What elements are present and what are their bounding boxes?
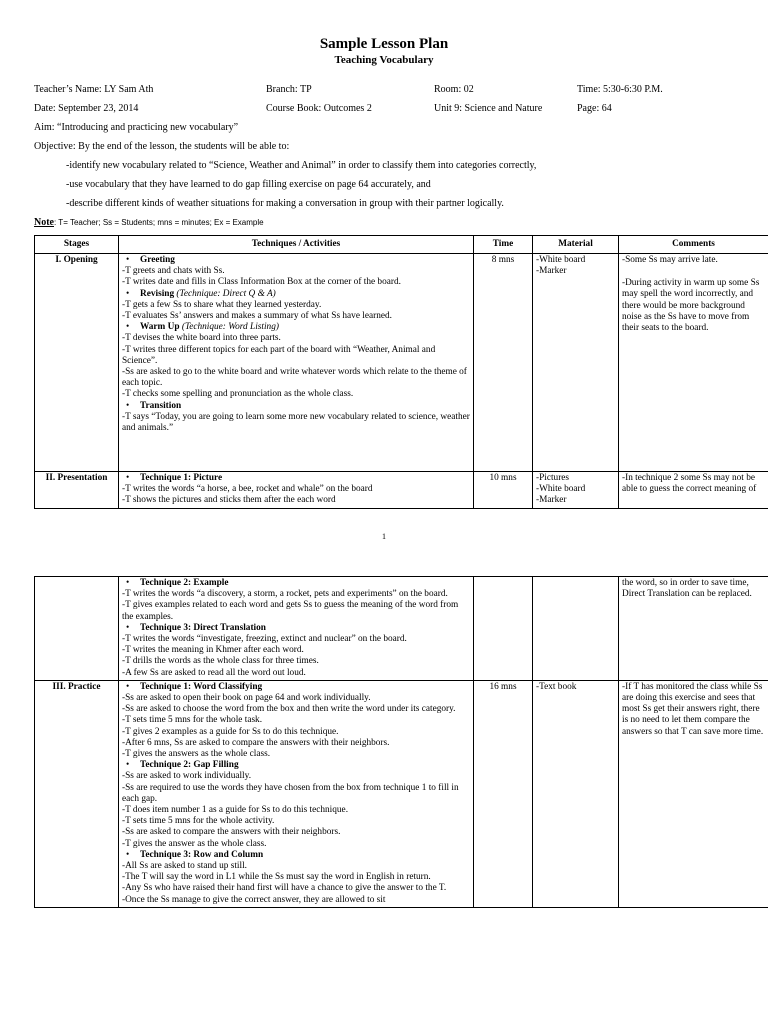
activity-line: -T devises the white board into three parts. [122, 333, 281, 344]
stage-opening: I. Opening [35, 254, 119, 472]
teacher-name: Teacher’s Name: LY Sam Ath [34, 84, 154, 95]
activity-line: -Ss are asked to choose the word from the box and then write the word under its category. [122, 704, 456, 715]
activity-heading: • Revising (Technique: Direct Q & A) [126, 288, 276, 299]
activity-line: -T gives examples related to each word and gets Ss to guess the meaning of the word from the examples. [122, 600, 459, 622]
activity-line: -Ss are required to use the words they have chosen from the box from technique 1 to fill in each gap. [122, 782, 459, 804]
activity-line: -After 6 mns, Ss are asked to compare the answers with their neighbors. [122, 737, 390, 748]
material-item: -Marker [536, 266, 567, 277]
objective-item: -use vocabulary that they have learned to do gap filling exercise on page 64 accurately, and [66, 179, 431, 190]
time-practice: 16 mns [474, 680, 533, 907]
activity-line: -T gives the answer as the whole class. [122, 838, 267, 849]
table-row-presentation-cont [35, 577, 768, 681]
room: Room: 02 [434, 84, 474, 95]
page-gap [0, 556, 768, 574]
header-stages: Stages [35, 236, 119, 254]
time-opening: 8 mns [474, 254, 533, 472]
activity-heading: • Transition [126, 400, 182, 411]
activity-heading: • Warm Up (Technique: Word Listing) [126, 322, 279, 333]
comments-practice: -If T has monitored the class while Ss are doing this exercise and sees that most Ss get their answers right, there is no need to let them compare the answers so that T can save more time. [619, 680, 768, 907]
unit: Unit 9: Science and Nature [434, 103, 543, 114]
activity-line: -T shows the pictures and sticks them after the each word [122, 495, 336, 506]
activity-heading: • Technique 2: Example [126, 578, 229, 588]
activity-line: -T gives 2 examples as a guide for Ss to do this technique. [122, 726, 339, 737]
activity-line: -Ss are asked to go to the white board and write whatever words which relate to the theme of each topic. [122, 367, 467, 389]
activities-opening [119, 254, 474, 472]
material-practice [533, 680, 619, 907]
activity-line: -T sets time 5 mns for the whole activity. [122, 816, 275, 827]
activity-line: -T greets and chats with Ss. [122, 266, 225, 277]
comments-presentation-cont: the word, so in order to save time, Direct Translation can be replaced. [619, 577, 768, 681]
activity-line: -All Ss are asked to stand up still. [122, 861, 247, 872]
objective-item: -identify new vocabulary related to “Science, Weather and Animal” in order to classify them into categories correctly, [66, 160, 537, 171]
material-opening [533, 254, 619, 472]
material-item: -Marker [536, 495, 567, 506]
document-page-2 [0, 574, 768, 1024]
table-row-practice [35, 680, 768, 907]
page-number: 1 [382, 532, 386, 541]
activity-heading: • Technique 2: Gap Filling [126, 760, 239, 771]
activity-line: -T writes the words “investigate, freezing, extinct and nuclear” on the board. [122, 634, 407, 645]
activity-line: -T writes the words “a discovery, a storm, a rocket, pets and experiments” on the board. [122, 589, 448, 600]
activity-line: -T gives the answers as the whole class. [122, 749, 271, 760]
activity-heading: • Greeting [126, 255, 175, 265]
material-item: -White board [536, 484, 586, 495]
material-item: -Text book [536, 681, 577, 692]
objective: Objective: By the end of the lesson, the students will be able to: [34, 141, 290, 152]
activity-heading: • Technique 1: Word Classifying [126, 681, 263, 692]
activity-line: -The T will say the word in L1 while the Ss must say the word in English in return. [122, 872, 431, 883]
header-material: Material [533, 236, 619, 254]
comments-opening [619, 254, 768, 472]
activity-line: -T gets a few Ss to share what they learned yesterday. [122, 299, 322, 310]
date: Date: September 23, 2014 [34, 103, 139, 114]
header-activities: Techniques / Activities [119, 236, 474, 254]
comment: -During activity in warm up some Ss may spell the word incorrectly, and there would be more background noise as the Ss have to move from their seats to the board. [622, 278, 760, 334]
activity-line: -T drills the words as the whole class for three times. [122, 656, 319, 667]
stage-empty [35, 577, 119, 681]
activities-presentation [119, 472, 474, 509]
stage-practice: III. Practice [35, 680, 119, 907]
activity-line: -T writes the words “a horse, a bee, rocket and whale” on the board [122, 484, 373, 495]
page-ref: Page: 64 [577, 103, 612, 114]
branch: Branch: TP [266, 84, 312, 95]
activity-line: -Once the Ss manage to give the correct answer, they are allowed to sit [122, 894, 386, 905]
activity-heading: • Technique 1: Picture [126, 473, 223, 483]
course-book: Course Book: Outcomes 2 [266, 103, 372, 114]
aim: Aim: “Introducing and practicing new vocabulary” [34, 122, 239, 133]
activity-line: -A few Ss are asked to read all the word out loud. [122, 667, 306, 678]
page-title: Sample Lesson Plan [319, 36, 449, 52]
activity-line: -Ss are asked to open their book on page 64 and work individually. [122, 693, 371, 704]
objective-item: -describe different kinds of weather situations for making a conversation in group with their partner logically. [66, 198, 504, 209]
activity-line: -T writes the meaning in Khmer after each word. [122, 645, 304, 656]
activity-heading: • Technique 3: Row and Column [126, 849, 264, 860]
header-comments: Comments [619, 236, 768, 254]
table-header-row [35, 236, 768, 254]
time-presentation: 10 mns [474, 472, 533, 509]
activity-line: -T says “Today, you are going to learn some more new vocabulary related to science, weather and animals.” [122, 411, 470, 434]
material-item: -Pictures [536, 473, 570, 483]
lesson-plan-table-continued [34, 576, 768, 908]
activity-line: -T writes three different topics for each part of the board with “Weather, Animal and Science”. [122, 344, 436, 366]
activity-line: -Ss are asked to work individually. [122, 771, 252, 782]
material-item: -White board [536, 255, 586, 265]
note-text: : T= Teacher; Ss = Students; mns = minutes; Ex = Example [54, 218, 264, 227]
comment: -Some Ss may arrive late. [622, 255, 718, 265]
activity-line: -T does item number 1 as a guide for Ss to do this technique. [122, 805, 349, 816]
activity-line: -Any Ss who have raised their hand first will have a chance to give the answer to the T. [122, 883, 447, 894]
activity-heading: • Technique 3: Direct Translation [126, 622, 266, 633]
stage-presentation: II. Presentation [35, 472, 119, 509]
activity-line: -T checks some spelling and pronunciation as the whole class. [122, 389, 354, 400]
table-row-presentation [35, 472, 768, 509]
note-label: Note [34, 217, 54, 228]
activity-line: -T sets time 5 mns for the whole task. [122, 715, 263, 726]
header-time: Time [474, 236, 533, 254]
activities-practice [119, 680, 474, 907]
activities-presentation-cont [119, 577, 474, 681]
comments-presentation: -In technique 2 some Ss may not be able to guess the correct meaning of [619, 472, 768, 509]
activity-line: -T writes date and fills in Class Information Box at the corner of the board. [122, 277, 401, 288]
lesson-plan-table [34, 235, 768, 509]
page-subtitle: Teaching Vocabulary [334, 54, 434, 66]
material-presentation [533, 472, 619, 509]
time-empty [474, 577, 533, 681]
activity-line: -T evaluates Ss’ answers and makes a summary of what Ss have learned. [122, 311, 392, 322]
activity-line: -Ss are asked to compare the answers with their neighbors. [122, 827, 341, 838]
material-empty [533, 577, 619, 681]
note [34, 217, 264, 228]
time: Time: 5:30-6:30 P.M. [577, 84, 663, 95]
table-row-opening [35, 254, 768, 472]
